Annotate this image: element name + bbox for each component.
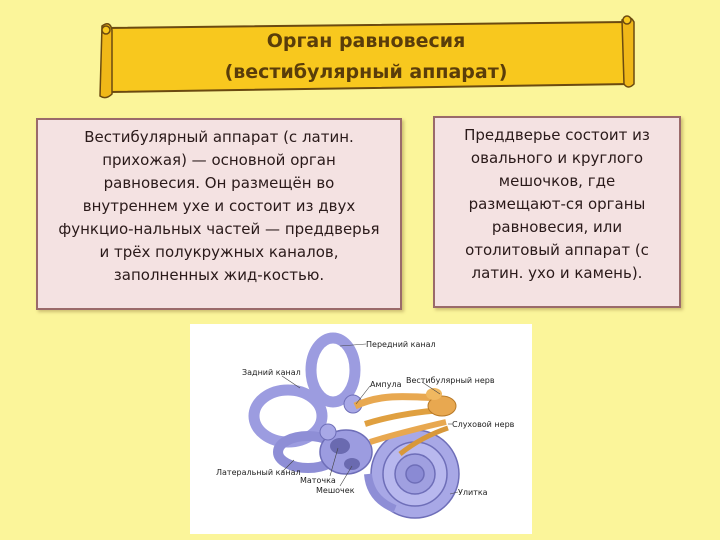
title-banner bbox=[96, 12, 636, 102]
text-line: равновесия, или bbox=[491, 218, 623, 236]
text-line: Преддверье состоит из bbox=[464, 126, 650, 144]
label-utricle: Маточка bbox=[300, 476, 336, 485]
label-cochlea: Улитка bbox=[458, 488, 488, 497]
vestibular-description-box bbox=[36, 118, 402, 310]
text-line: равновесия. Он размещён во bbox=[103, 174, 335, 192]
text-line: функцио-нальных частей — преддверья bbox=[58, 220, 380, 238]
vestibule-description-box bbox=[433, 116, 681, 308]
label-saccule: Мешочек bbox=[316, 486, 355, 495]
inner-ear-illustration bbox=[190, 324, 532, 534]
text-line: Вестибулярный аппарат (с латин. bbox=[84, 128, 354, 146]
text-line: заполненных жид-костью. bbox=[113, 266, 325, 284]
page-title bbox=[106, 26, 626, 88]
label-anterior-canal: Передний канал bbox=[366, 340, 436, 349]
title-line-2: (вестибулярный аппарат) bbox=[224, 61, 508, 83]
text-line: размещают-ся органы bbox=[468, 195, 646, 213]
text-line: внутреннем ухе и состоит из двух bbox=[82, 197, 356, 215]
label-posterior-canal: Задний канал bbox=[242, 368, 301, 377]
label-auditory-nerve: Слуховой нерв bbox=[452, 420, 515, 429]
text-line: прихожая) — основной орган bbox=[102, 151, 336, 169]
label-lateral-canal: Латеральный канал bbox=[216, 468, 301, 477]
label-ampulla: Ампула bbox=[370, 380, 402, 389]
text-line: мешочков, где bbox=[498, 172, 616, 190]
text-line: отолитовый аппарат (с bbox=[465, 241, 649, 259]
text-line: и трёх полукружных каналов, bbox=[99, 243, 339, 261]
title-line-1: Орган равновесия bbox=[266, 30, 466, 52]
text-line: латин. ухо и камень). bbox=[471, 264, 643, 282]
text-line: овального и круглого bbox=[470, 149, 644, 167]
label-vestibular-nerve: Вестибулярный нерв bbox=[406, 376, 495, 385]
